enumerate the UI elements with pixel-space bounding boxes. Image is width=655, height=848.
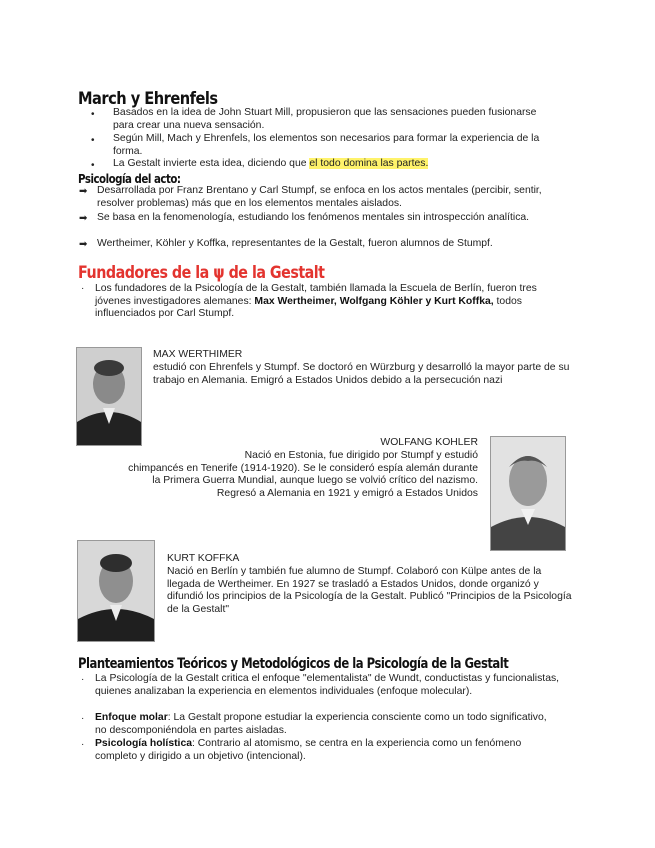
portrait-icon: [78, 541, 154, 641]
bullet-text: Basados en la idea de John Stuart Mill, propusieron que las sensaciones pueden fusionarse para crear una nueva sensación.: [113, 107, 537, 131]
portrait-icon: [491, 437, 565, 550]
bullet-text-highlight: [113, 158, 553, 171]
bullet-icon: •: [91, 160, 95, 171]
term-psicologia-holistica: Psicología holística: [95, 738, 193, 749]
arrow-item-text: Desarrollada por Franz Brentano y Carl Stumpf, se enfoca en los actos mentales (percibir, sentir, resolver problemas) más que en los elementos mentales aislados.: [97, 185, 542, 209]
small-bullet-icon: ·: [81, 739, 85, 750]
person-bio-wertheimer: estudió con Ehrenfels y Stumpf. Se doctoró en Würzburg y desarrolló la mayor parte de su trabajo en Alemania. Emigró a Estados Unidos debido a la persecución nazi: [153, 362, 570, 386]
photo-koffka: [77, 540, 155, 642]
small-bullet-icon: ·: [81, 283, 85, 294]
intro-bold-names: Max Wertheimer, Wolfgang Köhler y Kurt Koffka,: [254, 295, 494, 307]
portrait-icon: [77, 348, 141, 445]
highlighted-phrase: el todo domina las partes.: [309, 158, 429, 169]
intro-end: todos influenciados por Carl Stumpf.: [95, 295, 522, 320]
arrow-item-text: Wertheimer, Köhler y Koffka, representantes de la Gestalt, fueron alumnos de Stumpf.: [97, 238, 493, 249]
arrow-icon: ➡: [79, 186, 88, 197]
section-title-planteamientos: Planteamientos Teóricos y Metodológicos de la Psicología de la Gestalt: [78, 656, 509, 672]
section-title-fundadores: Fundadores de la ψ de la Gestalt: [78, 263, 325, 283]
arrow-item-text: Se basa en la fenomenología, estudiando los fenómenos mentales sin introspección analítica.: [97, 212, 530, 223]
bullet-text: Según Mill, Mach y Ehrenfels, los elementos son necesarios para formar la experiencia de la forma.: [113, 133, 540, 157]
bio-line: chimpancés en Tenerife (1914-1920). Se le consideró espía alemán durante: [128, 462, 478, 474]
bullet-icon: •: [91, 135, 95, 146]
small-bullet-icon: ·: [81, 713, 85, 724]
arrow-icon: ➡: [79, 239, 88, 250]
small-bullet-icon: ·: [81, 674, 85, 685]
item-text: : La Gestalt propone estudiar la experiencia consciente como un todo significativo, no descomponiéndola en partes aisladas.: [95, 712, 547, 736]
person-bio-koffka: Nació en Berlín y también fue alumno de Stumpf. Colaboró con Külpe antes de la llegada de Wertheimer. En 1927 se trasladó a Estados Unidos, donde organizó y difundió los principios de la Psicología de la Gestalt. Publicó "Principios de la Psicología de la Gestalt": [167, 566, 572, 615]
bullet-icon: •: [91, 109, 95, 120]
planteamiento-item: La Psicología de la Gestalt critica el enfoque "elementalista" de Wundt, conductistas y funcionalistas, quienes analizaban la experiencia en elementos individuales (enfoque molecular).: [95, 673, 560, 697]
bio-line: Nació en Estonia, fue dirigido por Stumpf y estudió: [244, 450, 478, 461]
arrow-icon: ➡: [79, 213, 88, 224]
bio-line: Regresó a Alemania en 1921 y emigró a Estados Unidos: [216, 487, 478, 499]
bullet-text: La Gestalt invierte esta idea, diciendo que: [113, 158, 310, 169]
planteamiento-item: [95, 712, 555, 737]
person-name-kohler: WOLFANG KOHLER: [380, 437, 478, 448]
term-enfoque-molar: Enfoque molar: [95, 712, 168, 723]
person-bio-kohler: [60, 450, 478, 500]
person-name-wertheimer: MAX WERTHIMER: [153, 349, 243, 360]
photo-kohler: [490, 436, 566, 551]
bio-line: la Primera Guerra Mundial, aunque luego se volvió crítico del nazismo.: [152, 475, 478, 487]
planteamiento-item: [95, 738, 525, 763]
section-title-psicologia-acto: Psicología del acto:: [78, 171, 181, 186]
intro-text: Los fundadores de la Psicología de la Gestalt, también llamada la Escuela de Berlín, fueron tres jóvenes investigadores alemanes:: [95, 283, 537, 307]
person-name-koffka: KURT KOFFKA: [167, 553, 240, 564]
photo-wertheimer: [76, 347, 142, 446]
fundadores-intro: [95, 283, 573, 321]
item-text: : Contrario al atomismo, se centra en la experiencia como un fenómeno completo y dirigido a un objetivo (intencional).: [95, 738, 522, 762]
section-title-mach-ehrenfels: March y Ehrenfels: [78, 89, 218, 109]
